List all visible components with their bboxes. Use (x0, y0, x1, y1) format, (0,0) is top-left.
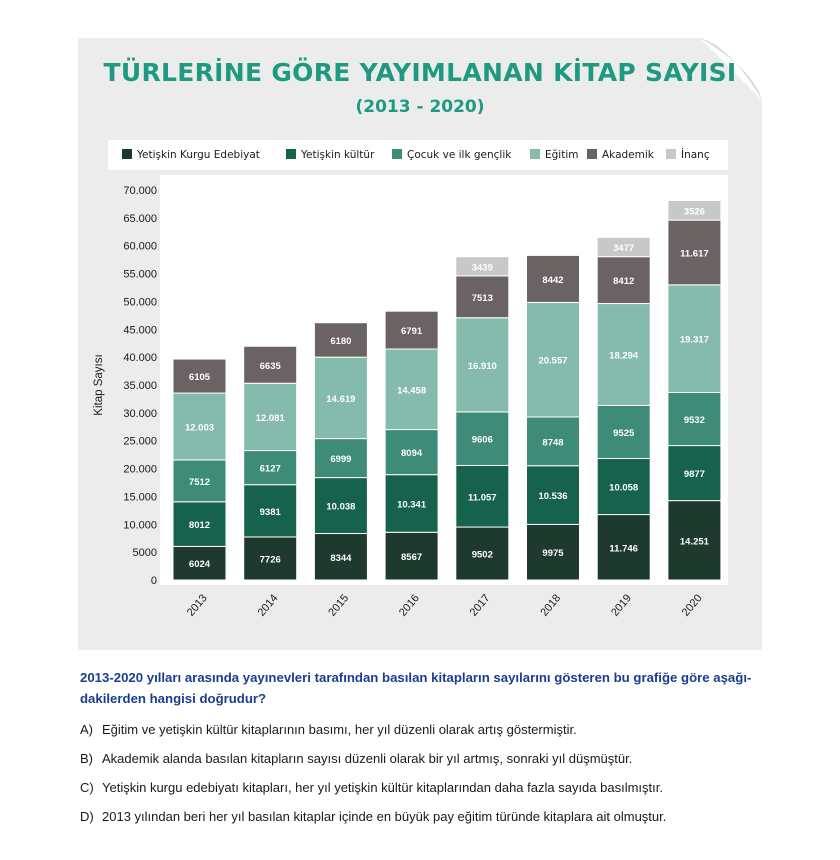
data-label: 12.081 (255, 412, 285, 424)
data-label: 9975 (542, 548, 564, 560)
legend-label: İnanç (681, 149, 710, 161)
option-label: C) (80, 780, 94, 795)
data-label: 6635 (259, 360, 281, 372)
y-tick-label: 15.000 (123, 491, 157, 504)
y-tick-label: 55.000 (123, 268, 157, 281)
option-text: Eğitim ve yetişkin kültür kitaplarının basımı, her yıl düzenli olarak artış göstermiştir. (102, 722, 577, 737)
data-label: 11.057 (468, 492, 497, 504)
option-label: D) (80, 809, 94, 824)
chart-title: TÜRLERİNE GÖRE YAYIMLANAN KİTAP SAYISI (103, 58, 737, 87)
data-label: 10.038 (326, 501, 356, 513)
legend-label: Yetişkin kültür (301, 149, 375, 161)
x-tick-label: 2017 (467, 592, 493, 619)
option-b[interactable] (80, 751, 632, 766)
chart-subtitle: (2013 - 2020) (355, 97, 485, 117)
data-label: 16.910 (467, 360, 497, 372)
data-label: 6105 (188, 372, 211, 384)
data-label: 6127 (259, 463, 281, 475)
option-text: Yetişkin kurgu edebiyatı kitapları, her yıl yetişkin kültür kitaplarından daha fazla sayıda basılmıştır. (102, 780, 663, 795)
x-tick-label: 2020 (679, 592, 705, 619)
option-label: B) (80, 751, 93, 766)
option-d[interactable] (80, 809, 666, 824)
data-label: 19.317 (679, 334, 709, 346)
y-tick-label: 10.000 (123, 519, 157, 532)
x-tick-label: 2019 (609, 592, 634, 619)
data-label: 14.619 (326, 393, 356, 405)
data-label: 14.458 (397, 385, 427, 397)
y-tick-label: 30.000 (123, 407, 157, 420)
data-label: 9877 (683, 469, 705, 481)
data-label: 8412 (613, 276, 635, 288)
option-text: 2013 yılından beri her yıl basılan kitaplar içinde en büyük pay eğitim türünde kitaplara ait olmuştur. (102, 809, 667, 824)
data-label: 18.294 (609, 350, 639, 362)
data-label: 11.746 (609, 543, 638, 555)
legend-label: Eğitim (545, 149, 579, 161)
y-tick-label: 70.000 (123, 185, 157, 197)
y-tick-label: 0 (150, 575, 157, 587)
data-label: 7513 (471, 292, 493, 304)
option-c[interactable] (80, 780, 663, 795)
data-label: 3477 (613, 242, 635, 254)
x-tick-label: 2016 (396, 592, 422, 619)
option-a[interactable] (80, 722, 577, 737)
data-label: 7512 (188, 476, 211, 488)
data-label: 9606 (471, 434, 493, 446)
y-tick-label: 65.000 (123, 212, 157, 225)
y-axis-label: Kitap Sayısı (93, 354, 105, 416)
data-label: 9381 (259, 506, 281, 518)
data-label: 10.058 (609, 482, 639, 494)
data-label: 8748 (542, 437, 564, 449)
data-label: 10.536 (538, 491, 568, 503)
data-label: 20.557 (538, 355, 568, 367)
question-text: 2013-2020 yılları arasında yayınevleri tarafından basılan kitapların sayılarını gösteren bu grafiğe göre aşağı-dakilerden hangisi doğrudur? (80, 670, 752, 706)
data-label: 6180 (330, 335, 352, 347)
data-label: 6024 (188, 559, 211, 571)
x-tick-label: 2018 (538, 592, 564, 619)
y-tick-label: 50.000 (123, 296, 157, 309)
legend-label: Çocuk ve ilk gençlik (407, 149, 512, 161)
data-label: 10.341 (397, 499, 427, 511)
y-tick-label: 40.000 (123, 352, 157, 365)
data-label: 9525 (613, 427, 635, 439)
data-label: 6999 (330, 454, 352, 466)
data-label: 8012 (188, 520, 211, 532)
data-label: 8442 (542, 274, 564, 286)
legend-label: Akademik (602, 149, 654, 161)
option-label: A) (80, 722, 93, 737)
data-label: 11.617 (680, 248, 709, 260)
data-label: 6791 (401, 326, 423, 338)
data-label: 9502 (471, 549, 493, 561)
data-label: 8567 (401, 552, 423, 564)
data-label: 3526 (683, 206, 705, 218)
option-text: Akademik alanda basılan kitapların sayısı düzenli olarak bir yıl artmış, sonraki yıl düşmüştür. (102, 751, 633, 766)
y-tick-label: 25.000 (123, 435, 157, 448)
data-label: 7726 (259, 554, 281, 566)
data-label: 8094 (401, 448, 423, 460)
x-tick-label: 2015 (326, 592, 352, 619)
y-tick-label: 35.000 (123, 380, 157, 392)
data-label: 3439 (471, 262, 493, 274)
y-tick-label: 20.000 (123, 463, 157, 476)
data-label: 9532 (683, 415, 705, 427)
x-tick-label: 2013 (184, 592, 210, 619)
x-tick-label: 2014 (255, 592, 281, 619)
y-tick-label: 45.000 (123, 324, 157, 337)
legend-label: Yetişkin Kurgu Edebiyat (137, 149, 260, 161)
data-label: 8344 (330, 552, 352, 564)
data-label: 12.003 (184, 422, 215, 434)
y-tick-label: 60.000 (123, 240, 157, 253)
data-label: 14.251 (679, 536, 709, 548)
y-tick-label: 5000 (132, 547, 157, 560)
